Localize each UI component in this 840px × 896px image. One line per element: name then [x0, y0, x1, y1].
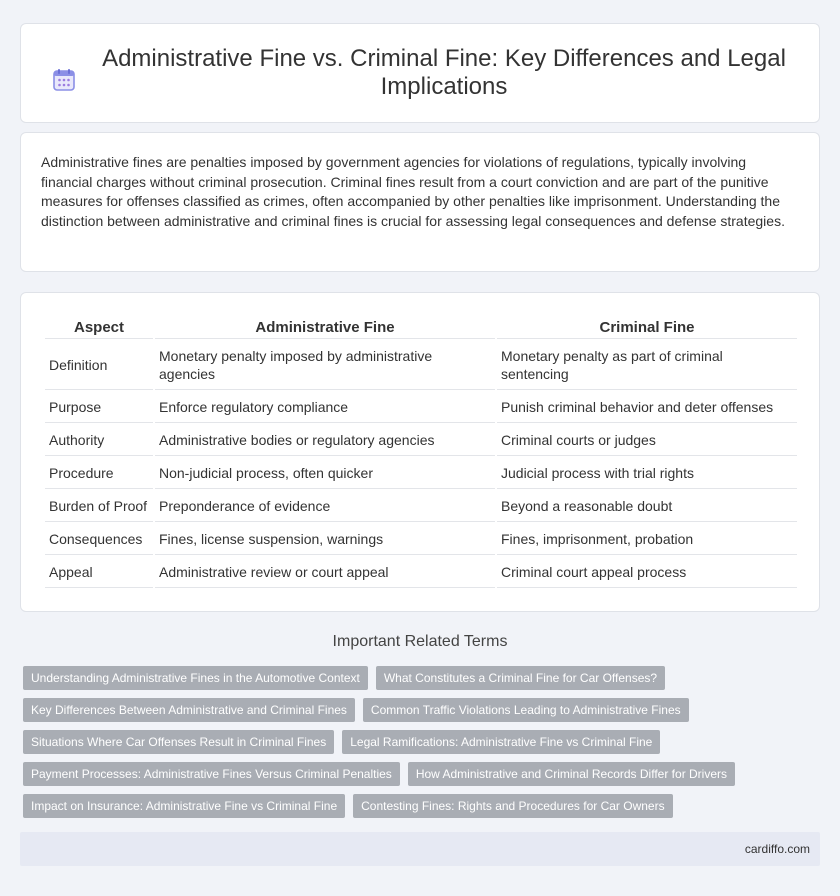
cell-criminal: Criminal court appeal process	[497, 557, 797, 588]
table-row	[45, 392, 797, 423]
column-header-aspect: Aspect	[45, 311, 153, 339]
column-header-administrative: Administrative Fine	[155, 311, 495, 339]
table-row	[45, 557, 797, 588]
cell-aspect: Procedure	[45, 458, 153, 489]
table-row	[45, 458, 797, 489]
cell-criminal: Fines, imprisonment, probation	[497, 524, 797, 555]
table-header-row	[45, 311, 797, 339]
column-header-criminal: Criminal Fine	[497, 311, 797, 339]
cell-aspect: Appeal	[45, 557, 153, 588]
tag-row	[20, 698, 820, 722]
cell-administrative: Non-judicial process, often quicker	[155, 458, 495, 489]
cell-criminal: Judicial process with trial rights	[497, 458, 797, 489]
cell-administrative: Administrative review or court appeal	[155, 557, 495, 588]
cell-aspect: Consequences	[45, 524, 153, 555]
table-row	[45, 425, 797, 456]
cell-administrative: Fines, license suspension, warnings	[155, 524, 495, 555]
cell-administrative: Administrative bodies or regulatory agencies	[155, 425, 495, 456]
tag-row	[20, 762, 820, 786]
related-term-link[interactable]: Legal Ramifications: Administrative Fine vs Criminal Fine	[342, 730, 660, 754]
related-term-link[interactable]: Situations Where Car Offenses Result in Criminal Fines	[23, 730, 334, 754]
cell-aspect: Authority	[45, 425, 153, 456]
title-wrap	[50, 45, 790, 101]
cell-administrative: Preponderance of evidence	[155, 491, 495, 522]
related-term-link[interactable]: Understanding Administrative Fines in the Automotive Context	[23, 666, 368, 690]
cell-criminal: Monetary penalty as part of criminal sentencing	[497, 341, 797, 390]
cell-aspect: Purpose	[45, 392, 153, 423]
table-row	[45, 491, 797, 522]
page-title: Administrative Fine vs. Criminal Fine: Key Differences and Legal Implications	[102, 45, 786, 100]
related-term-link[interactable]: How Administrative and Criminal Records Differ for Drivers	[408, 762, 735, 786]
table-row	[45, 341, 797, 390]
related-terms-list	[20, 666, 820, 826]
cell-aspect: Burden of Proof	[45, 491, 153, 522]
cell-administrative: Monetary penalty imposed by administrative agencies	[155, 341, 495, 390]
tag-row	[20, 730, 820, 754]
intro-paragraph: Administrative fines are penalties imposed by government agencies for violations of regulations, typically involving financial charges without criminal prosecution. Criminal fines result from a court conviction and are part of the punitive measures for offenses classified as crimes, often accompanied by other penalties like imprisonment. Understanding the distinction between administrative and criminal fines is crucial for assessing legal consequences and defense strategies.	[41, 154, 785, 229]
cell-criminal: Punish criminal behavior and deter offenses	[497, 392, 797, 423]
related-term-link[interactable]: Contesting Fines: Rights and Procedures for Car Owners	[353, 794, 672, 818]
related-terms-title: Important Related Terms	[332, 633, 508, 650]
tag-row	[20, 794, 820, 818]
related-term-link[interactable]: Payment Processes: Administrative Fines Versus Criminal Penalties	[23, 762, 400, 786]
intro-card	[20, 132, 820, 272]
comparison-table	[43, 309, 799, 590]
related-term-link[interactable]: Common Traffic Violations Leading to Administrative Fines	[363, 698, 689, 722]
cell-criminal: Beyond a reasonable doubt	[497, 491, 797, 522]
cell-criminal: Criminal courts or judges	[497, 425, 797, 456]
footer-site-name: cardiffo.com	[744, 842, 810, 856]
calendar-icon	[51, 67, 77, 93]
header-card	[20, 23, 820, 123]
related-term-link[interactable]: What Constitutes a Criminal Fine for Car Offenses?	[376, 666, 665, 690]
related-term-link[interactable]: Key Differences Between Administrative and Criminal Fines	[23, 698, 355, 722]
tag-row	[20, 666, 820, 690]
footer	[20, 832, 820, 866]
table-row	[45, 524, 797, 555]
related-term-link[interactable]: Impact on Insurance: Administrative Fine vs Criminal Fine	[23, 794, 345, 818]
cell-administrative: Enforce regulatory compliance	[155, 392, 495, 423]
comparison-table-card	[20, 292, 820, 612]
cell-aspect: Definition	[45, 341, 153, 390]
